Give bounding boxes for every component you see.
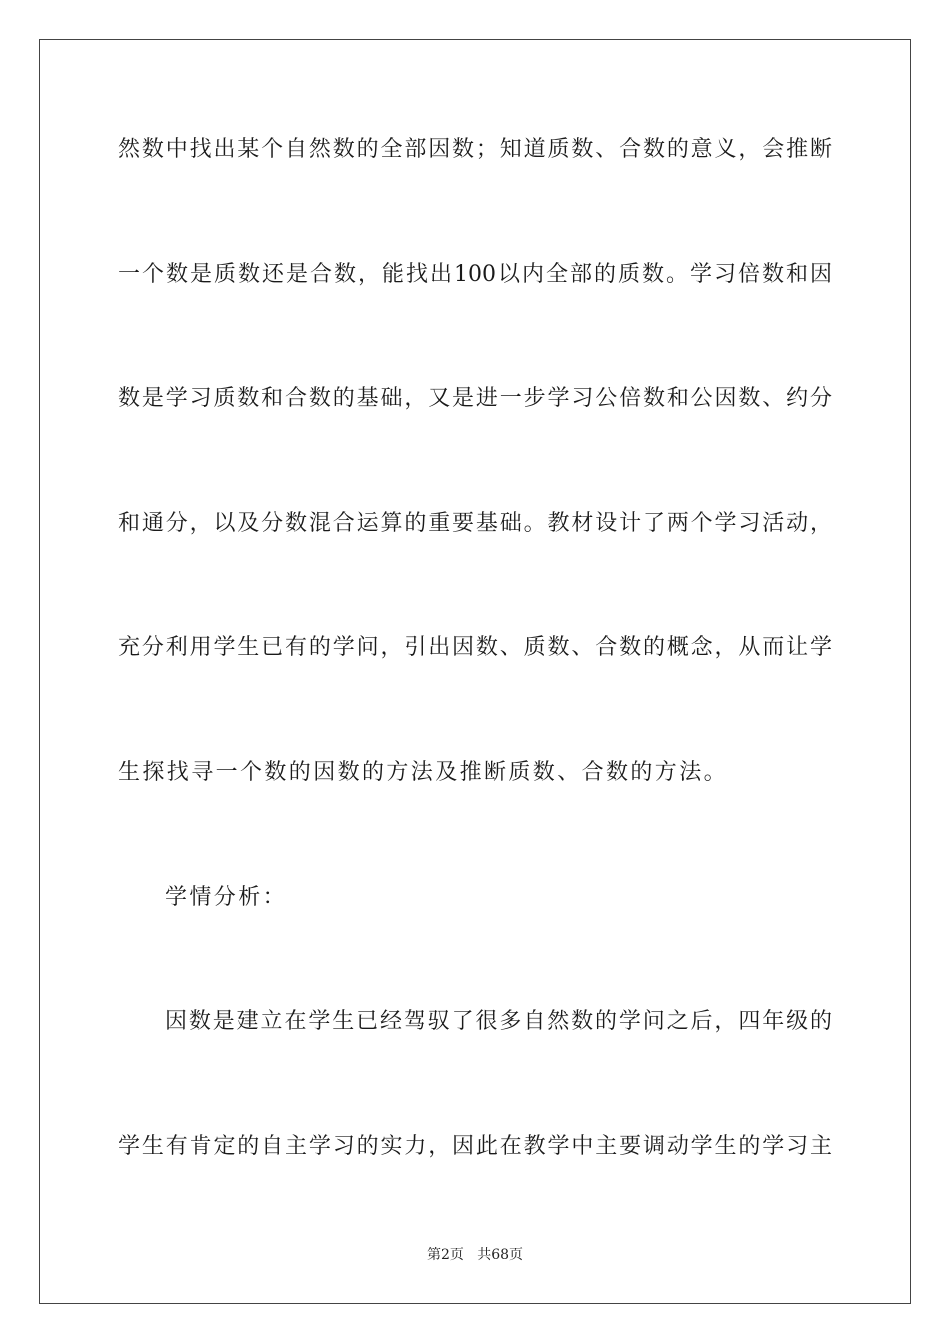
body-line-6: 生探找寻一个数的因数的方法及推断质数、合数的方法。 <box>118 760 729 785</box>
page-border <box>39 39 911 1304</box>
body-line-2: 一个数是质数还是合数，能找出100以内全部的质数。学习倍数和因 <box>118 262 832 287</box>
body-line-3: 数是学习质数和合数的基础，又是进一步学习公倍数和公因数、约分 <box>118 386 832 411</box>
body-line-1: 然数中找出某个自然数的全部因数；知道质数、合数的意义，会推断 <box>118 137 832 162</box>
page-number-footer: 第2页 共68页 <box>426 1247 524 1263</box>
body-line-8: 因数是建立在学生已经驾驭了很多自然数的学问之后，四年级的 <box>165 1009 832 1034</box>
body-line-4: 和通分，以及分数混合运算的重要基础。教材设计了两个学习活动， <box>118 511 832 536</box>
section-heading: 学情分析： <box>165 885 288 910</box>
body-line-9: 学生有肯定的自主学习的实力，因此在教学中主要调动学生的学习主 <box>118 1134 832 1159</box>
body-line-5: 充分利用学生已有的学问，引出因数、质数、合数的概念，从而让学 <box>118 635 832 660</box>
